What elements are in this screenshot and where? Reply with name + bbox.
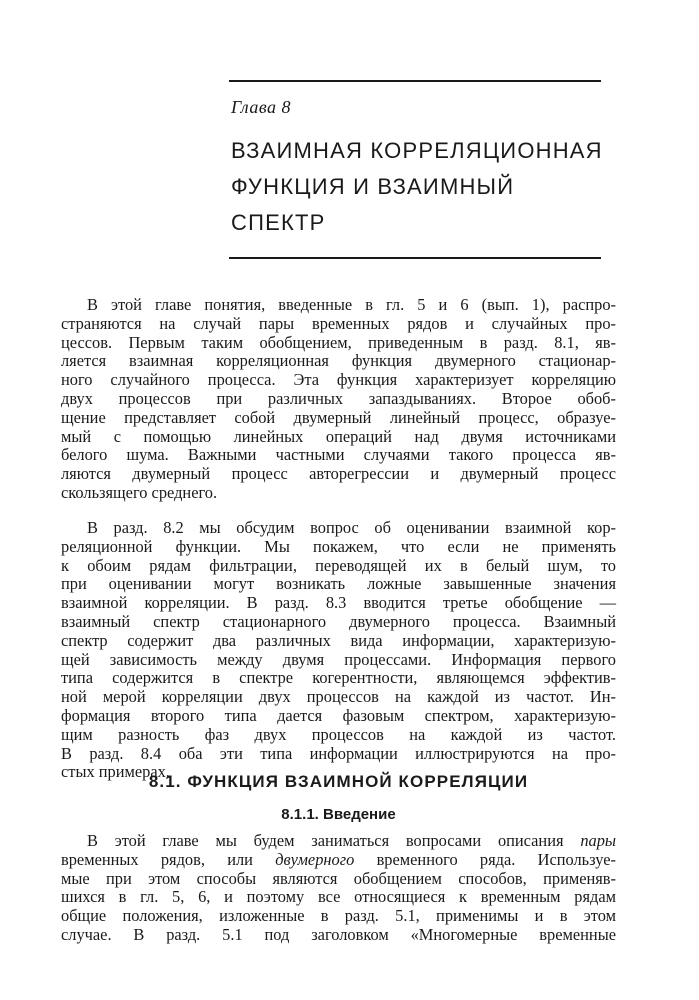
text-line: скользящего среднего. [61, 482, 218, 502]
section-paragraph [61, 832, 616, 945]
text-run: временных рядов, или [61, 849, 253, 869]
text-run: временного ряда. Используе- [376, 849, 616, 869]
text-line: страняются на случай пары временных рядов и случайных про- [61, 313, 616, 333]
chapter-title-line: СПЕКТР [231, 210, 326, 235]
emphasis-text: пары [580, 831, 616, 850]
text-line: при оценивании могут возникать ложные завышенные значения [61, 574, 616, 594]
text-line: мые при этом способы являются обобщением способов, применяв- [61, 868, 616, 888]
chapter-title [231, 133, 611, 241]
bottom-rule [229, 257, 601, 259]
text-line: В этой главе понятия, введенные в гл. 5 и 6 (вып. 1), распро- [87, 295, 616, 314]
text-line: взаимной корреляции. В разд. 8.3 вводится третье обобщение — [61, 593, 616, 613]
text-line: стых примерах. [61, 762, 170, 782]
emphasis-text: двумерного [275, 849, 355, 869]
text-line: щей зависимость между двумя процессами. Информация первого [61, 649, 616, 669]
top-rule [229, 80, 601, 82]
chapter-title-line: ФУНКЦИЯ И ВЗАИМНЫЙ [231, 174, 515, 199]
section-heading: 8.1. ФУНКЦИЯ ВЗАИМНОЙ КОРРЕЛЯЦИИ [148, 772, 529, 791]
text-line: ного случайного процесса. Эта функция характеризует корреляцию [61, 370, 616, 390]
text-line [61, 851, 616, 870]
text-line: ной мерой корреляции двух процессов на каждой из частот. Ин- [61, 687, 616, 707]
text-line: спектр содержит два различных вида информации, характеризую- [61, 630, 616, 650]
text-line: В разд. 8.2 мы обсудим вопрос об оценивании взаимной кор- [87, 518, 616, 537]
text-line: белого шума. Важными частными случаями такого процесса яв- [61, 445, 616, 465]
text-line: случае. В разд. 5.1 под заголовком «Многомерные временные [61, 924, 616, 944]
chapter-label: Глава 8 [231, 97, 292, 117]
text-line: цессов. Первым таким обобщением, приведенным в разд. 8.1, яв- [61, 332, 616, 352]
text-line: щим разность фаз двух процессов на каждой из частот. [61, 724, 616, 744]
text-line: В разд. 8.4 оба эти типа информации иллюстрируются на про- [61, 743, 616, 763]
text-line: ляются двумерный процесс авторегрессии и двумерный процесс [61, 464, 616, 484]
intro-paragraph-2 [61, 519, 616, 782]
text-line: ляется взаимная корреляционная функция двумерного стационар- [61, 351, 616, 371]
text-line: к обоим рядам фильтрации, переводящей их в белый шум, то [61, 555, 616, 575]
text-run: В этой главе мы будем заниматься вопросами описания [87, 831, 564, 850]
chapter-title-line: ВЗАИМНАЯ КОРРЕЛЯЦИОННАЯ [231, 138, 603, 163]
text-line [61, 832, 616, 851]
text-line: мый с помощью линейных операций над двумя источниками [61, 426, 616, 446]
subsection-heading: 8.1.1. Введение [281, 806, 396, 823]
text-line: формация второго типа дается фазовым спектром, характеризую- [61, 705, 616, 725]
text-line: шихся в гл. 5, 6, и поэтому все относящиеся к временным рядам [61, 887, 616, 907]
text-line: щение представляет собой двумерный линейный процесс, образуе- [61, 407, 616, 427]
text-line: типа содержится в спектре когерентности, являющемся эффектив- [61, 668, 616, 688]
text-line: двух процессов при различных запаздываниях. Второе обоб- [61, 388, 616, 408]
text-line: реляционной функции. Мы покажем, что если не применять [61, 536, 616, 556]
text-line: взаимный спектр стационарного двумерного процесса. Взаимный [61, 611, 616, 631]
intro-paragraph-1 [61, 296, 616, 503]
text-line: общие положения, изложенные в разд. 5.1, применимы и в этом [61, 906, 616, 926]
